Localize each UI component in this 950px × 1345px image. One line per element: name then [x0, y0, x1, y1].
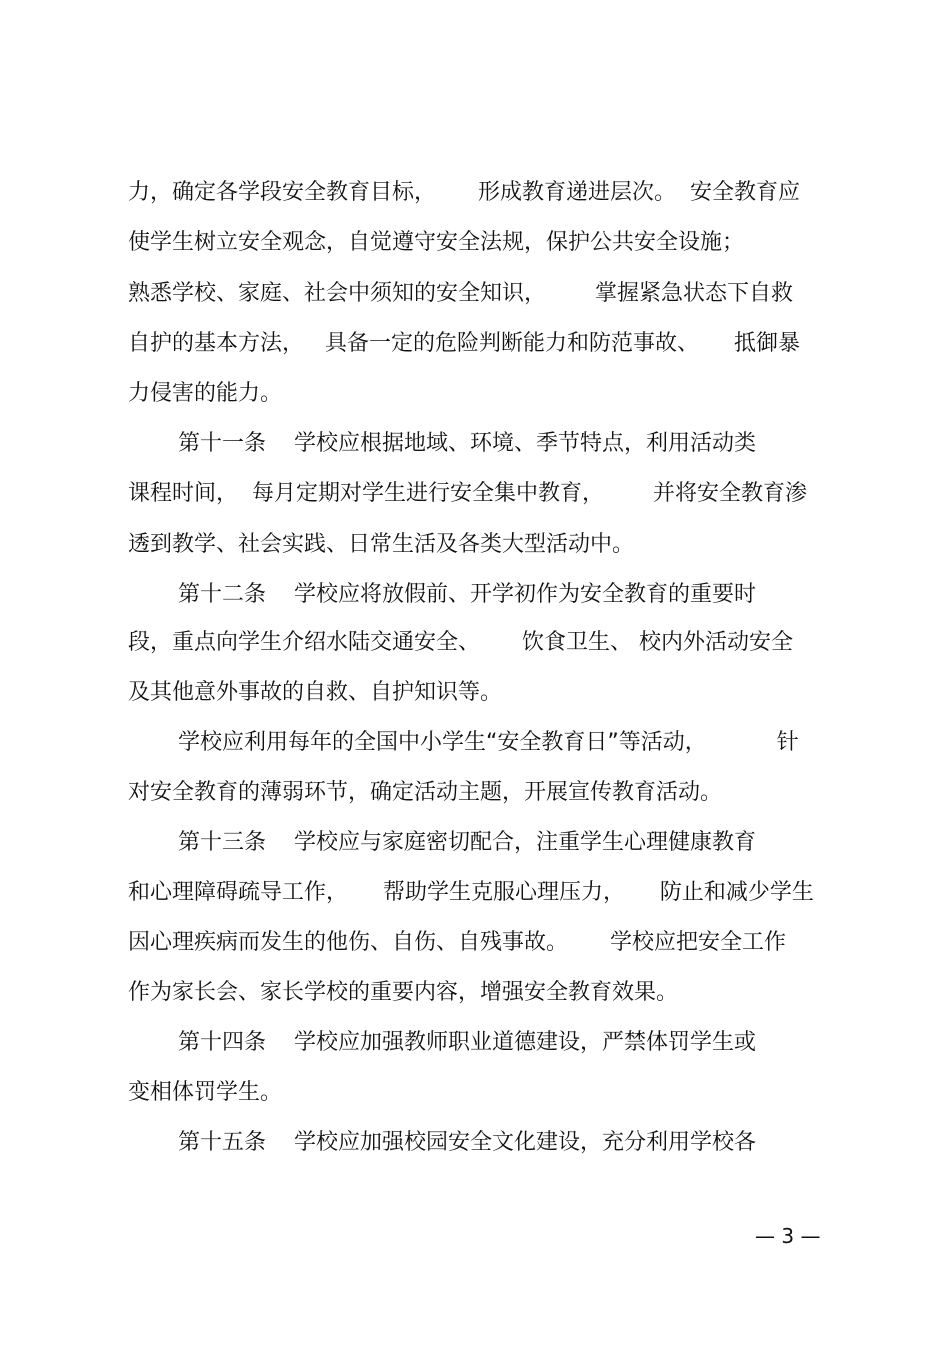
page-number: — 3 — — [755, 1224, 821, 1248]
text-line: 第十二条 学校应将放假前、开学初作为安全教育的重要时 — [178, 582, 756, 607]
text-line: 第十一条 学校应根据地域、环境、季节特点，利用活动类 — [178, 431, 756, 456]
text-line: 对安全教育的薄弱环节，确定活动主题，开展宣传教育活动。 — [128, 780, 723, 805]
text-line: 透到教学、社会实践、日常生活及各类大型活动中。 — [128, 532, 635, 557]
text-line: 和心理障碍疏导工作， 帮助学生克服心理压力， 防止和减少学生 — [128, 880, 814, 905]
text-line: 熟悉学校、家庭、社会中须知的安全知识， 掌握紧急状态下自救 — [128, 281, 793, 306]
text-line: 变相体罚学生。 — [128, 1080, 283, 1105]
text-line: 及其他意外事故的自救、自护知识等。 — [128, 680, 503, 705]
text-line: 第十三条 学校应与家庭密切配合，注重学生心理健康教育 — [178, 830, 756, 855]
text-line: 自护的基本方法， 具备一定的危险判断能力和防范事故、 抵御暴 — [128, 331, 800, 356]
text-line: 因心理疾病而发生的他伤、自伤、自残事故。 学校应把安全工作 — [128, 930, 786, 955]
text-line: 使学生树立安全观念，自觉遵守安全法规，保护公共安全设施； — [128, 230, 745, 255]
text-line: 课程时间， 每月定期对学生进行安全集中教育， 并将安全教育渗 — [128, 481, 807, 506]
text-line: 学校应利用每年的全国中小学生“安全教育日”等活动， 针 — [178, 730, 799, 755]
text-line: 第十四条 学校应加强教师职业道德建设，严禁体罚学生或 — [178, 1030, 756, 1055]
text-line: 第十五条 学校应加强校园安全文化建设，充分利用学校各 — [178, 1130, 756, 1155]
text-line: 作为家长会、家长学校的重要内容，增强安全教育效果。 — [128, 980, 679, 1005]
text-line: 力，确定各学段安全教育目标， 形成教育递进层次。 安全教育应 — [128, 180, 800, 205]
text-line: 力侵害的能力。 — [128, 381, 283, 406]
text-line: 段，重点向学生介绍水陆交通安全、 饮食卫生、 校内外活动安全 — [128, 630, 793, 655]
